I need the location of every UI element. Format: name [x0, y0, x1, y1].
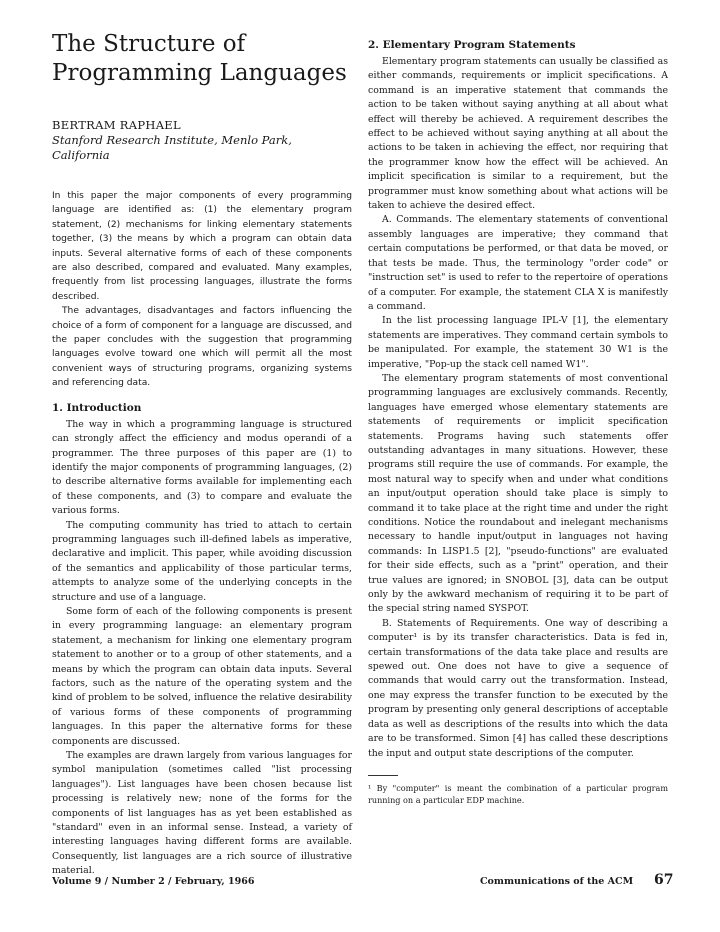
- paragraph: A. Commands. The elementary statements of conventional assembly languages are imperative; they command that certain computations be performed, or that data be moved, or that tests be made. Thus, the terminology "order code" or "instruction set" is used to refer to the repertoire of operations of a computer. For example, the statement CLA X is manifestly a command.: [368, 214, 668, 312]
- abstract: [52, 189, 352, 391]
- paragraph: Elementary program statements can usually be classified as either commands, requirements or implicit specifications. A command is an imperative statement that commands the action to be taken without saying anything at all about what effect will thereby be achieved. A requirement describes the effect to be achieved without saying anything at all about the actions to be taken in achieving the effect, nor requiring that the programmer know how the effect will be achieved. An implicit specification is similar to a requirement, but the programmer must know something about what actions will be taken to achieve the desired effect.: [368, 56, 668, 212]
- footnote: ¹ By "computer" is meant the combination of a particular program running on a particular EDP machine.: [368, 782, 668, 805]
- right-column: [368, 38, 668, 806]
- footnote-divider: [368, 775, 398, 776]
- section-heading: 2. Elementary Program Statements: [368, 39, 576, 51]
- abstract-paragraph: The advantages, disadvantages and factors influencing the choice of a form of component for a language are discussed, and the paper concludes with the suggestion that programming languages evolve toward one which will permit all the most convenient ways of structuring programs, organizing systems and referencing data.: [52, 306, 352, 389]
- paragraph: The examples are drawn largely from various languages for symbol manipulation (sometimes called "list processing languages"). List languages have been chosen because list processing is relatively new; none of the forms for the components of list languages has as yet been established as "standard" even in an informal sense. Instead, a variety of interesting languages having different forms are available. Consequently, list languages are a rich source of illustrative material.: [52, 750, 352, 877]
- paper-title: The Structure of Programming Languages: [52, 31, 347, 86]
- author-name: BERTRAM RAPHAEL: [52, 118, 181, 132]
- section-body: [368, 55, 668, 761]
- paragraph: The computing community has tried to attach to certain programming languages such ill-defined labels as imperative, declarative and implicit. This paper, while avoiding discussion of the semantics and applicability of those particular terms, attempts to analyze some of the underlying concepts in the structure and use of a language.: [52, 519, 352, 603]
- paragraph: B. Statements of Requirements. One way of describing a computer¹ is by its transfer characteristics. Data is fed in, certain transformations of the data take place and results are spewed out. One does not have to give a sequence of commands that would carry out the transformation. Instead, one may express the transfer function to be executed by the program by presenting only general descriptions of acceptable data as well as descriptions of the results into which the data are to be transformed. Simon [4] has called these descriptions the input and output state descriptions of the computer.: [368, 617, 668, 759]
- left-column: [52, 30, 352, 879]
- paragraph: In the list processing language IPL-V [1], the elementary statements are imperatives. They command certain symbols to be manipulated. For example, the statement 30 W1 is the imperative, "Pop-up the stack cell named W1".: [368, 315, 668, 370]
- section-body: [52, 418, 352, 879]
- paragraph: Some form of each of the following components is present in every programming language: an elementary program statement, a mechanism for linking one elementary program statement to another or to a group of other statements, and a means by which the program can obtain data inputs. Several factors, such as the nature of the operating system and the kind of problem to be solved, influence the relative desirability of various forms of these components of programming languages. In this paper the alternative forms for these components are discussed.: [52, 605, 352, 747]
- section-heading: 1. Introduction: [52, 401, 142, 414]
- abstract-paragraph: In this paper the major components of every programming language are identified as: (1) the elementary program statement, (2) mechanisms for linking elementary statements together, (3) the means by which a program can obtain data inputs. Several alternative forms of each of these components are also described, compared and evaluated. Many examples, frequently from list processing languages, illustrate the forms described.: [52, 191, 352, 302]
- paragraph: The way in which a programming language is structured can strongly affect the efficiency and modus operandi of a programmer. The three purposes of this paper are (1) to identify the major components of programming languages, (2) to describe alternative forms available for implementing each of these components, and (3) to compare and evaluate the various forms.: [52, 418, 352, 517]
- paragraph: The elementary program statements of most conventional programming languages are exclusively commands. Recently, languages have emerged whose elementary statements are statements of requirements or implicit specification statements. Programs having such statements offer outstanding advantages in many situations. However, these programs still require the use of commands. For example, the most natural way to specify when and under what conditions an input/output operation should take place is simply to command it to take place at the right time and under the right conditions. Notice the roundabout and inelegant mechanisms necessary to handle input/output in languages not having commands: In LISP1.5 [2], "pseudo-functions" are evaluated for their side effects, such as a "print" operation, and their true values are ignored; in SNOBOL [3], data can be output only by the awkward mechanism of requiring it to be part of the special string named SYSPOT.: [368, 372, 668, 615]
- footer-journal: Communications of the ACM: [480, 876, 634, 887]
- footer-volume: Volume 9 / Number 2 / February, 1966: [52, 876, 255, 887]
- author-affiliation: Stanford Research Institute, Menlo Park, California: [52, 133, 292, 162]
- page-number: 67: [654, 872, 674, 888]
